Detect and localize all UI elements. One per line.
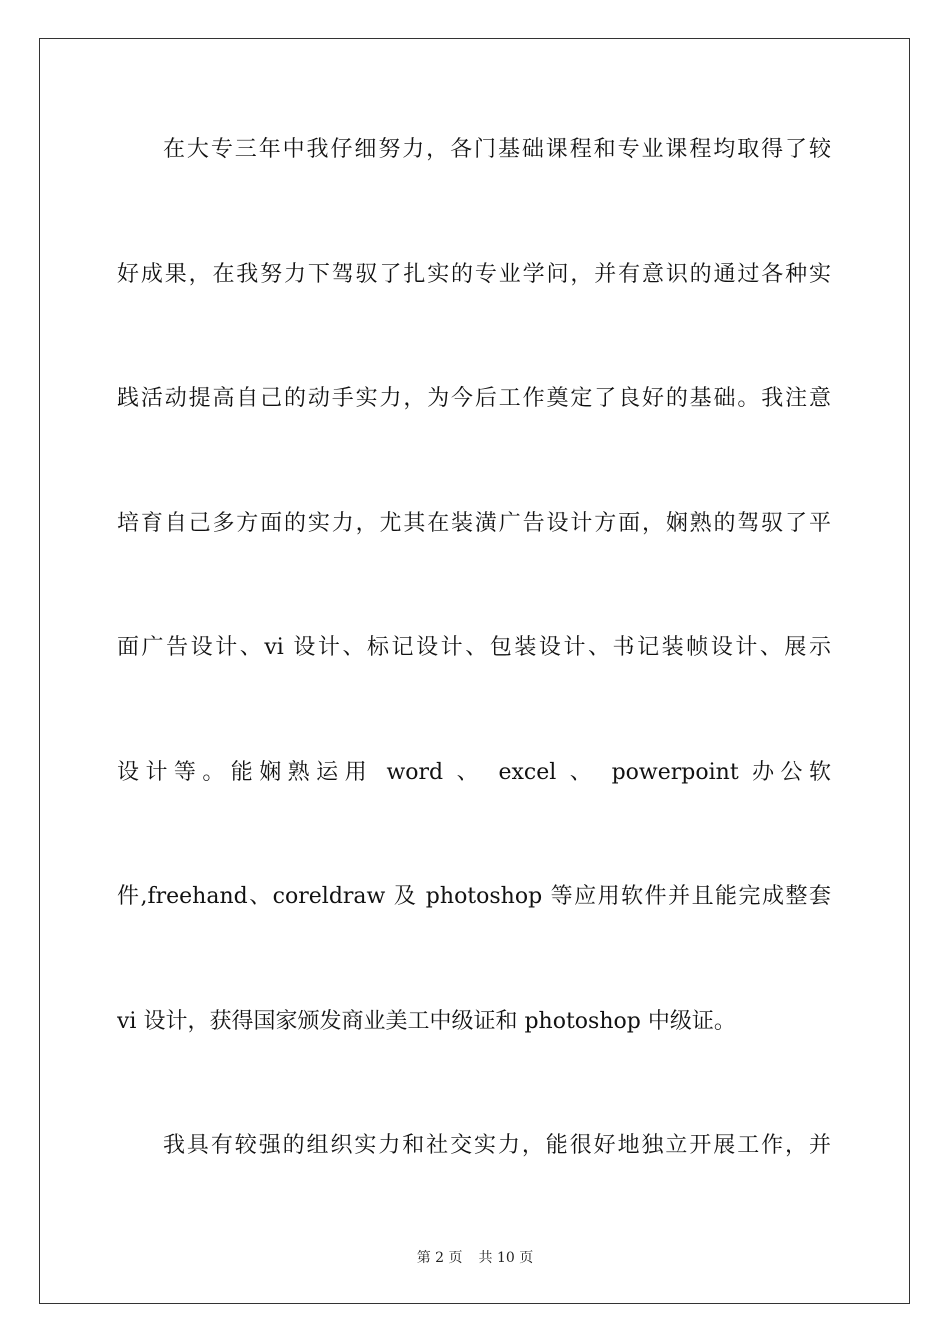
text-line: vi 设计，获得国家颁发商业美工中级证和 photoshop 中级证。 [117,1008,736,1034]
text-line: 在大专三年中我仔细努力，各门基础课程和专业课程均取得了较 [163,137,831,162]
text-line: 件,freehand、coreldraw 及 photoshop 等应用软件并且能完成整套 [117,884,831,909]
text-line: 我具有较强的组织实力和社交实力，能很好地独立开展工作，并 [163,1133,831,1158]
page-number-total: 共 10 页 [478,1250,534,1266]
text-line: 培育自己多方面的实力，尤其在装潢广告设计方面，娴熟的驾驭了平 [117,510,831,536]
page-number-current: 第 2 页 [416,1250,463,1266]
text-line: 好成果，在我努力下驾驭了扎实的专业学问，并有意识的通过各种实 [117,261,831,287]
text-line: 设计等。能娴熟运用 word 、 excel 、 powerpoint 办公软 [117,759,831,785]
text-line: 面广告设计、vi 设计、标记设计、包装设计、书记装帧设计、展示 [117,635,831,660]
page-footer [0,1247,950,1267]
text-line: 践活动提高自己的动手实力，为今后工作奠定了良好的基础。我注意 [117,386,831,411]
document-body [117,122,831,1243]
